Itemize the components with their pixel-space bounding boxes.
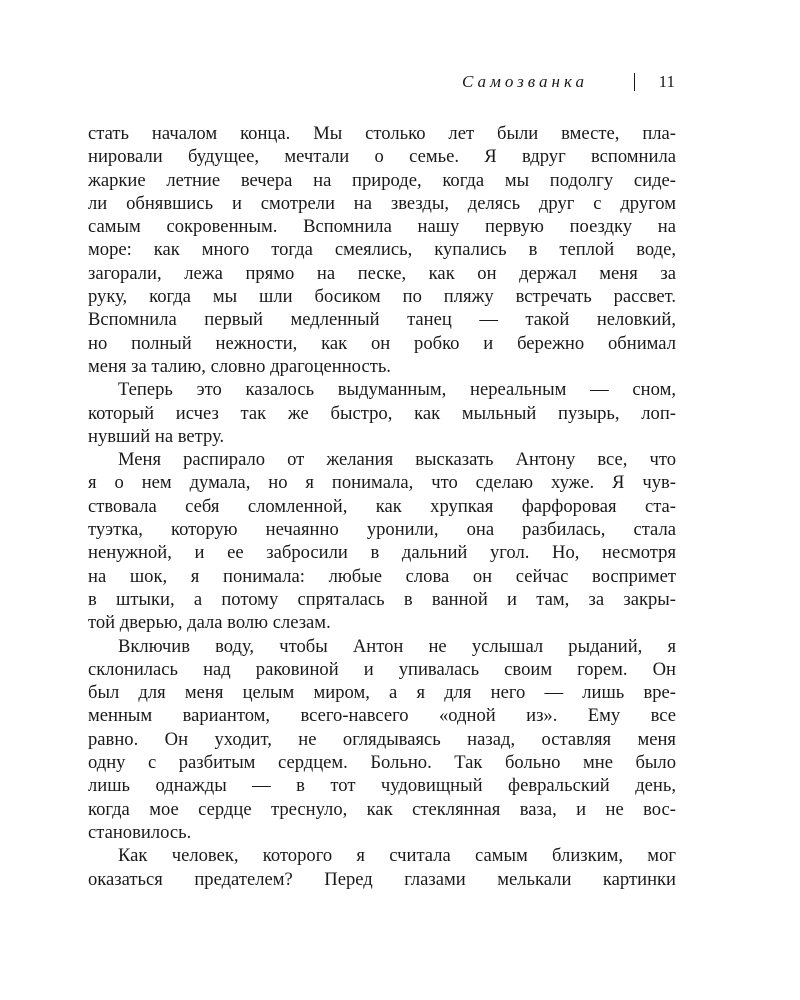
text-line: Теперь это казалось выдуманным, нереальным — сном, <box>118 379 676 401</box>
text-line: оказаться предателем? Перед глазами мелькали картинки <box>88 868 676 890</box>
text-line: менным вариантом, всего-навсего «одной из». Ему все <box>88 705 676 727</box>
text-line: меня за талию, словно драгоценность. <box>88 355 391 377</box>
text-line: руку, когда мы шли босиком по пляжу встречать рассвет. <box>88 286 676 308</box>
text-line: ли обнявшись и смотрели на звезды, делясь друг с другом <box>88 192 676 214</box>
text-line: склонилась над раковиной и упивалась своим горем. Он <box>88 658 676 680</box>
text-line: нировали будущее, мечтали о семье. Я вдруг вспомнила <box>88 146 676 168</box>
text-line: Меня распирало от желания высказать Антону все, что <box>118 449 676 471</box>
text-line: той дверью, дала волю слезам. <box>88 612 331 634</box>
text-line: Вспомнила первый медленный танец — такой неловкий, <box>88 309 676 331</box>
body-text <box>88 122 676 891</box>
text-line: равно. Он уходит, не оглядываясь назад, оставляя меня <box>88 728 676 750</box>
header-separator <box>634 73 635 91</box>
text-line: лишь однажды — в тот чудовищный февральский день, <box>88 775 676 797</box>
running-title: Самозванка <box>462 72 588 91</box>
text-line: но полный нежности, как он робко и бережно обнимал <box>88 332 676 354</box>
text-line: жаркие летние вечера на природе, когда мы подолгу сиде- <box>88 169 676 191</box>
page-number: 11 <box>658 72 675 91</box>
text-line: стать началом конца. Мы столько лет были вместе, пла- <box>88 123 676 144</box>
text-line: в штыки, а потому спряталась в ванной и там, за закры- <box>88 588 676 610</box>
text-line: становилось. <box>88 821 192 843</box>
text-line: Включив воду, чтобы Антон не услышал рыданий, я <box>118 635 676 657</box>
text-line: был для меня целым миром, а я для него — лишь вре- <box>88 682 676 704</box>
text-line: загорали, лежа прямо на песке, как он держал меня за <box>88 262 676 284</box>
text-line: ствовала себя сломленной, как хрупкая фарфоровая ста- <box>88 495 676 517</box>
text-line: нувший на ветру. <box>88 425 225 447</box>
text-line: на шок, я понимала: любые слова он сейчас воспримет <box>88 565 676 587</box>
text-line: море: как много тогда смеялись, купались в теплой воде, <box>88 239 676 261</box>
text-line: одну с разбитым сердцем. Больно. Так больно мне было <box>88 752 676 774</box>
text-line: Как человек, которого я считала самым близким, мог <box>118 845 676 867</box>
text-line: ненужной, и ее забросили в дальний угол. Но, несмотря <box>88 542 676 564</box>
text-line: который исчез так же быстро, как мыльный пузырь, лоп- <box>88 402 676 424</box>
text-line: я о нем думала, но я понимала, что сделаю хуже. Я чув- <box>88 472 676 494</box>
text-line: туэтка, которую нечаянно уронили, она разбилась, стала <box>88 519 676 541</box>
text-line: когда мое сердце треснуло, как стеклянная ваза, и не вос- <box>88 798 676 820</box>
running-head <box>88 72 675 96</box>
text-line: самым сокровенным. Вспомнила нашу первую поездку на <box>88 216 676 238</box>
